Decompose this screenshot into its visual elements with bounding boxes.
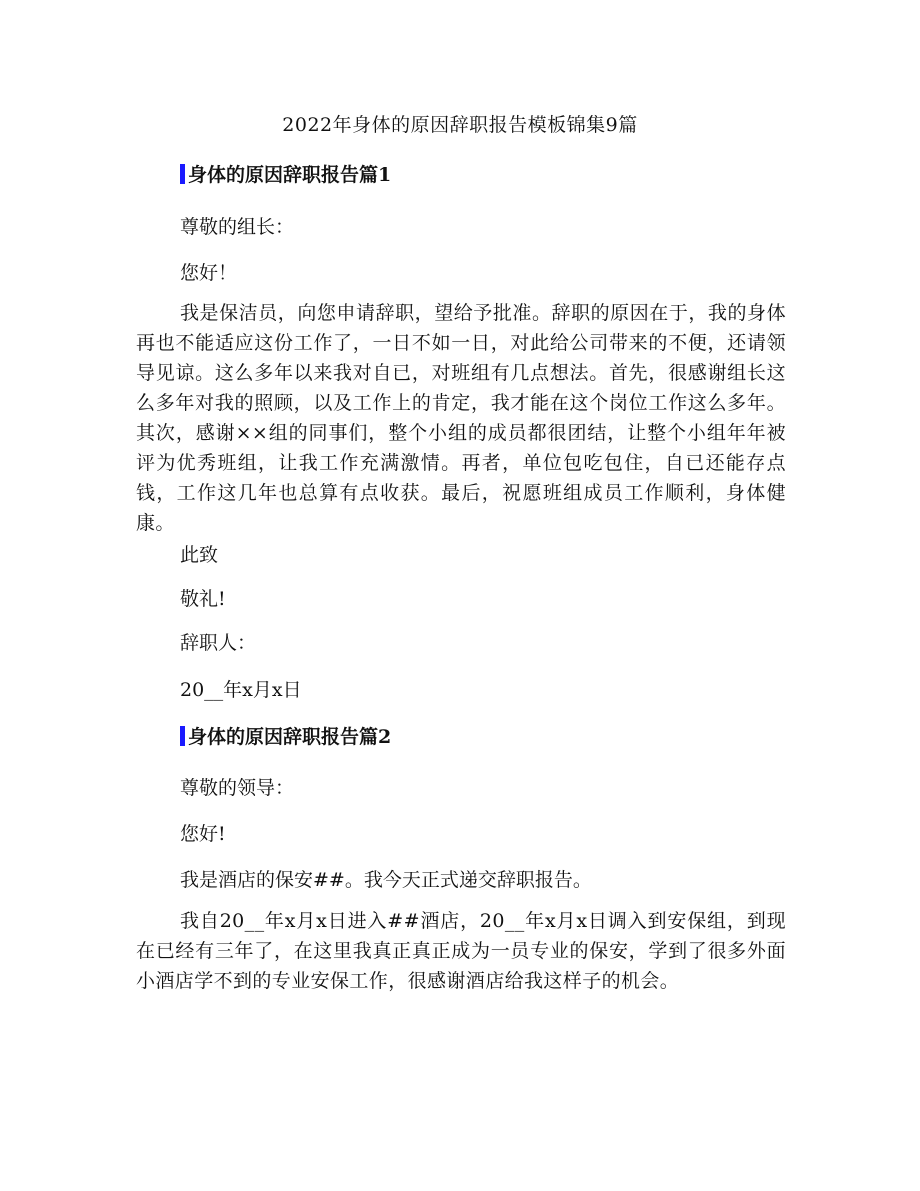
- section-heading-2: [180, 722, 391, 749]
- greeting: 您好!: [180, 823, 226, 845]
- intro-line: 我是酒店的保安##。我今天正式递交辞职报告。: [180, 869, 592, 891]
- heading-marker-icon: [180, 164, 185, 184]
- closing-line: 此致: [180, 544, 219, 566]
- section-heading-1: [180, 160, 391, 187]
- body-paragraph: 我自20__年x月x日进入##酒店，20__年x月x日调入到安保组，到现在已经有三年了，在这里我真正真正成为一员专业的保安，学到了很多外面小酒店学不到的专业安保工作，很感谢酒店给我这样子的机会。: [136, 910, 786, 992]
- heading-marker-icon: [180, 726, 185, 746]
- greeting: 您好！: [180, 262, 238, 284]
- section-heading-text: 身体的原因辞职报告篇1: [188, 164, 392, 186]
- body-paragraph: 我是保洁员，向您申请辞职，望给予批准。辞职的原因在于，我的身体再也不能适应这份工作了，一日不如一日，对此给公司带来的不便，还请领导见谅。这么多年以来我对自已，对班组有几点想法。首先，很感谢组长这么多年对我的照顾，以及工作上的肯定，我才能在这个岗位工作这么多年。其次，感谢××组的同事们，整个小组的成员都很团结，让整个小组年年被评为优秀班组，让我工作充满激情。再者，单位包吃包住，自已还能存点钱，工作这几年也总算有点收获。最后，祝愿班组成员工作顺利，身体健康。: [136, 302, 786, 534]
- date-line: 20__年x月x日: [180, 679, 302, 701]
- salutation: 尊敬的领导：: [180, 777, 295, 799]
- salutation: 尊敬的组长：: [180, 216, 295, 238]
- closing-regards: 敬礼!: [180, 588, 226, 610]
- signature-label: 辞职人：: [180, 632, 257, 654]
- document-title: 2022年身体的原因辞职报告模板锦集9篇: [282, 114, 638, 136]
- section-heading-text: 身体的原因辞职报告篇2: [188, 726, 392, 748]
